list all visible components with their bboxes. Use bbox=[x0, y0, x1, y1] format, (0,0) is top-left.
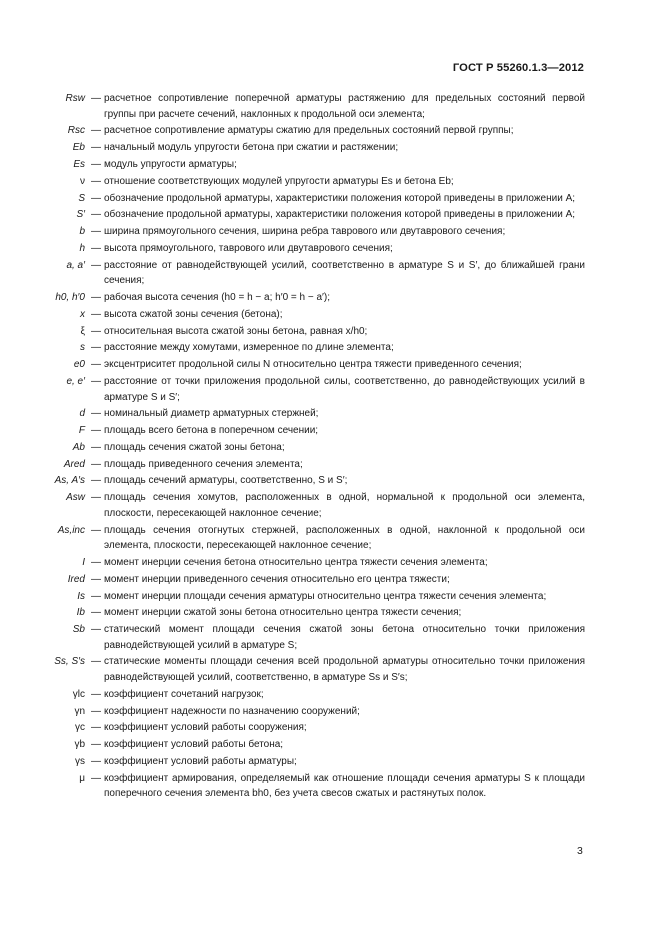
dash: — bbox=[91, 755, 101, 767]
dash: — bbox=[91, 192, 101, 204]
symbol: γs bbox=[75, 755, 85, 767]
definition-text: обозначение продольной арматуры, характеристики положения которой приведены в приложении А; bbox=[104, 192, 576, 204]
symbol: x bbox=[80, 308, 85, 320]
definition-row bbox=[40, 440, 585, 456]
definition-row bbox=[40, 572, 585, 588]
dash: — bbox=[91, 607, 101, 619]
definition-row bbox=[40, 224, 585, 240]
definition-text: расстояние от равнодействующей усилий, соответственно в арматуре S и S′, до ближайшей грани сечения; bbox=[104, 259, 585, 287]
dash: — bbox=[91, 556, 101, 568]
symbol: Ib bbox=[76, 607, 85, 619]
dash: — bbox=[91, 492, 101, 504]
definition-text: высота сжатой зоны сечения (бетона); bbox=[104, 308, 283, 320]
definition-text: площадь сечений арматуры, соответственно, S и S′; bbox=[104, 475, 348, 487]
definition-text: номинальный диаметр арматурных стержней; bbox=[104, 408, 319, 420]
symbol: γc bbox=[75, 722, 85, 734]
symbol: Ab bbox=[72, 441, 85, 453]
symbol: h0, h′0 bbox=[55, 292, 85, 303]
definition-text: модуль упругости арматуры; bbox=[104, 158, 237, 170]
dash: — bbox=[91, 573, 101, 585]
definition-text: момент инерции приведенного сечения относительно его центра тяжести; bbox=[104, 573, 450, 585]
definition-row bbox=[40, 622, 585, 653]
dash: — bbox=[91, 590, 101, 602]
symbol: Ared bbox=[63, 458, 85, 470]
symbol: F bbox=[78, 425, 85, 437]
definition-text: площадь всего бетона в поперечном сечении; bbox=[104, 425, 319, 437]
symbol: b bbox=[79, 226, 85, 238]
dash: — bbox=[91, 408, 101, 420]
definition-text: относительная высота сжатой зоны бетона, равная x/h0; bbox=[104, 325, 368, 337]
definition-text: площадь сечения отогнутых стержней, расположенных в одной, наклонной к продольной оси элемента, плоскости, пересекающей наклонное сечение; bbox=[104, 524, 585, 552]
definition-row bbox=[40, 241, 585, 257]
symbol: Eb bbox=[72, 142, 85, 154]
definition-text: обозначение продольной арматуры, характеристики положения которой приведены в приложении А; bbox=[104, 209, 576, 221]
dash: — bbox=[91, 425, 101, 437]
definition-row bbox=[40, 687, 585, 703]
definition-text: статический момент площади сечения сжатой зоны бетона относительно точки приложения равнодействующей усилий в арматуре S; bbox=[104, 624, 585, 651]
definition-row bbox=[40, 207, 585, 223]
definition-text: эксцентриситет продольной силы N относительно центра тяжести приведенного сечения; bbox=[104, 359, 522, 371]
symbol: Es bbox=[73, 158, 85, 170]
dash: — bbox=[91, 624, 101, 636]
symbol: Ired bbox=[67, 573, 85, 585]
symbol: e, e′ bbox=[66, 375, 85, 387]
definition-row bbox=[40, 423, 585, 439]
dash: — bbox=[91, 688, 101, 700]
definition-row bbox=[40, 290, 585, 306]
dash: — bbox=[91, 175, 101, 187]
symbol: As,inc bbox=[57, 524, 85, 536]
dash: — bbox=[91, 705, 101, 717]
definition-row bbox=[40, 754, 585, 770]
symbol: γn bbox=[74, 705, 85, 717]
symbol: μ bbox=[79, 772, 85, 784]
definition-row bbox=[40, 737, 585, 753]
definition-row bbox=[40, 340, 585, 356]
definition-text: высота прямоугольного, таврового или двутаврового сечения; bbox=[104, 242, 393, 254]
definition-text: расстояние от точки приложения продольной силы, соответственно, до равнодействующих усилий в арматуре S и S′; bbox=[104, 375, 585, 403]
dash: — bbox=[91, 739, 101, 751]
definition-text: рабочая высота сечения (h0 = h − a; h′0 = h − a′); bbox=[104, 292, 331, 303]
definition-text: площадь сечения хомутов, расположенных в одной, нормальной к продольной оси элемента, плоскости, пересекающей наклонное сечение; bbox=[104, 492, 585, 519]
dash: — bbox=[91, 226, 101, 238]
dash: — bbox=[91, 342, 101, 354]
symbol: a, a′ bbox=[66, 259, 85, 271]
definition-row bbox=[40, 490, 585, 521]
definition-text: коэффициент условий работы арматуры; bbox=[104, 755, 297, 767]
definition-row bbox=[40, 720, 585, 736]
dash: — bbox=[91, 242, 101, 254]
dash: — bbox=[91, 142, 101, 154]
dash: — bbox=[91, 308, 101, 320]
definition-text: момент инерции сечения бетона относительно центра тяжести сечения элемента; bbox=[104, 556, 488, 568]
dash: — bbox=[91, 722, 101, 734]
page-number: 3 bbox=[577, 845, 583, 857]
definition-row bbox=[40, 357, 585, 373]
dash: — bbox=[91, 475, 101, 487]
dash: — bbox=[91, 292, 101, 303]
dash: — bbox=[91, 441, 101, 453]
symbol: S′ bbox=[76, 209, 85, 221]
symbol: Is bbox=[77, 590, 85, 602]
definition-row bbox=[40, 704, 585, 720]
symbol: S bbox=[78, 192, 85, 204]
dash: — bbox=[91, 772, 101, 784]
definition-text: статические моменты площади сечения всей продольной арматуры относительно точки приложения равнодействующей усилий, соответственно, в арматуре Ss и S′s; bbox=[104, 656, 585, 684]
symbol: e0 bbox=[73, 359, 85, 371]
definition-text: коэффициент сочетаний нагрузок; bbox=[104, 688, 264, 700]
definition-row bbox=[40, 157, 585, 173]
dash: — bbox=[91, 325, 101, 337]
dash: — bbox=[91, 458, 101, 470]
definition-text: расчетное сопротивление арматуры сжатию для предельных состояний первой группы; bbox=[104, 125, 514, 137]
definition-text: ширина прямоугольного сечения, ширина ребра таврового или двутаврового сечения; bbox=[104, 226, 506, 238]
dash: — bbox=[91, 125, 101, 137]
definition-text: момент инерции площади сечения арматуры относительно центра тяжести сечения элемента; bbox=[104, 590, 547, 602]
symbol: s bbox=[80, 342, 85, 354]
definition-row bbox=[40, 191, 585, 207]
dash: — bbox=[91, 209, 101, 221]
definition-text: коэффициент армирования, определяемый как отношение площади сечения арматуры S к площади поперечного сечения элемента bh0, без учета свесов сжатых и растянутых полок. bbox=[104, 772, 585, 800]
definition-row bbox=[40, 140, 585, 156]
dash: — bbox=[91, 524, 101, 536]
symbol: γlc bbox=[72, 688, 85, 700]
definition-row bbox=[40, 771, 585, 802]
definition-row bbox=[40, 457, 585, 473]
definition-text: начальный модуль упругости бетона при сжатии и растяжении; bbox=[104, 142, 399, 154]
definition-row bbox=[40, 654, 585, 685]
definition-row bbox=[40, 123, 585, 139]
definition-row bbox=[40, 91, 585, 122]
definition-row bbox=[40, 523, 585, 554]
definition-text: площадь сечения сжатой зоны бетона; bbox=[104, 441, 285, 453]
symbol: Asw bbox=[66, 492, 85, 504]
dash: — bbox=[91, 359, 101, 371]
symbol: I bbox=[82, 556, 85, 568]
definition-text: коэффициент условий работы сооружения; bbox=[104, 722, 307, 734]
symbol: Sb bbox=[72, 624, 85, 636]
definition-text: коэффициент условий работы бетона; bbox=[104, 739, 284, 751]
symbol: As, A′s bbox=[54, 475, 85, 487]
dash: — bbox=[91, 656, 101, 668]
definition-row bbox=[40, 555, 585, 571]
definition-row bbox=[40, 473, 585, 489]
definition-text: расчетное сопротивление поперечной арматуры растяжению для предельных состояний первой группы при расчете сечений, наклонных к продольной оси элемента; bbox=[104, 93, 585, 120]
definition-row bbox=[40, 406, 585, 422]
definition-row bbox=[40, 258, 585, 289]
dash: — bbox=[91, 93, 101, 104]
symbol: Rsc bbox=[67, 125, 85, 137]
document-header: ГОСТ Р 55260.1.3—2012 bbox=[452, 62, 584, 74]
dash: — bbox=[91, 375, 101, 387]
definition-row bbox=[40, 324, 585, 340]
symbol: Ss, S′s bbox=[54, 656, 85, 668]
definition-text: расстояние между хомутами, измеренное по длине элемента; bbox=[104, 342, 394, 354]
definition-row bbox=[40, 174, 585, 190]
dash: — bbox=[91, 158, 101, 170]
definition-text: площадь приведенного сечения элемента; bbox=[104, 458, 303, 470]
symbol: d bbox=[79, 408, 85, 420]
symbol: Rsw bbox=[65, 93, 85, 104]
dash: — bbox=[91, 259, 101, 271]
definition-row bbox=[40, 605, 585, 621]
symbol: ν bbox=[80, 175, 85, 187]
definition-row bbox=[40, 374, 585, 405]
symbol: ξ bbox=[80, 325, 85, 337]
definition-text: отношение соответствующих модулей упругости арматуры Es и бетона Eb; bbox=[104, 175, 454, 187]
definition-row bbox=[40, 589, 585, 605]
symbol: h bbox=[79, 242, 85, 254]
definitions-list bbox=[40, 91, 585, 803]
definition-text: момент инерции сжатой зоны бетона относительно центра тяжести сечения; bbox=[104, 607, 462, 619]
symbol: γb bbox=[74, 739, 85, 751]
definition-row bbox=[40, 307, 585, 323]
definition-text: коэффициент надежности по назначению сооружений; bbox=[104, 705, 360, 717]
